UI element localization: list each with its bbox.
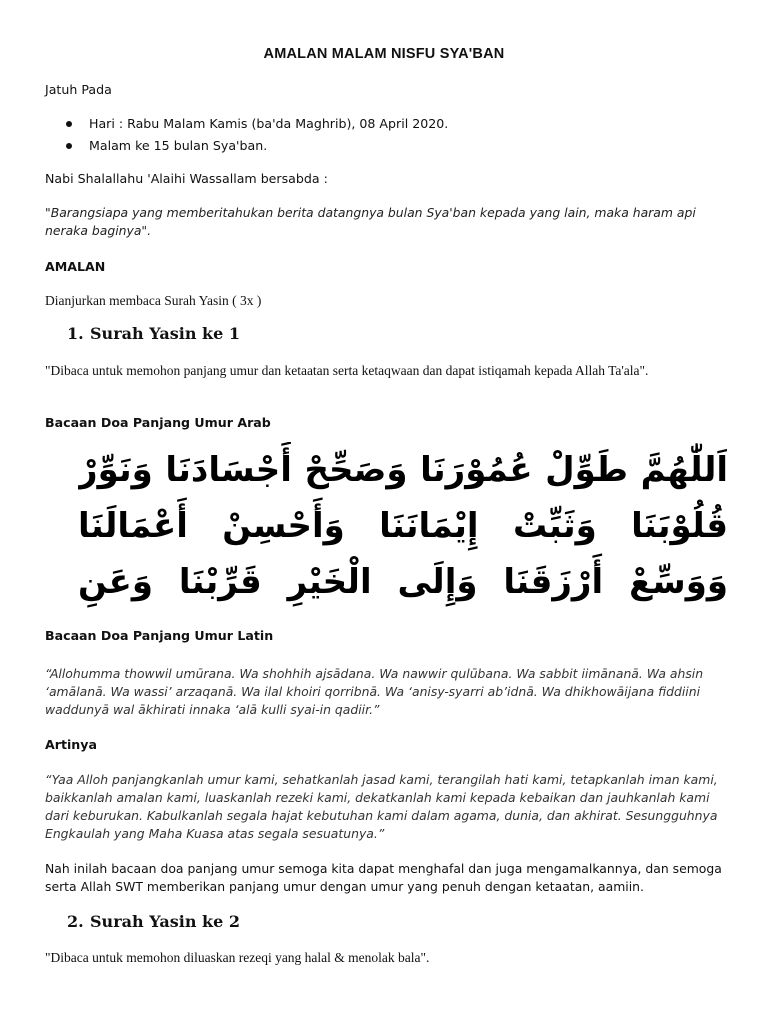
hadith-quote: "Barangsiapa yang memberitahukan berita datangnya bulan Sya'ban kepada yang lain, maka haram api neraka baginya". xyxy=(45,205,696,238)
artinya-text: “Yaa Alloh panjangkanlah umur kami, sehatkanlah jasad kami, terangilah hati kami, tetapkanlah iman kami, baikkanlah amalan kami, luaskanlah rezeki kami, dekatkanlah kami kepada kebaikan dan jauhkanlah kami dari keburukan. Kabulkanlah segala hajat kebutuhan kami dalam agama, dunia, dan akhirat. Sesungguhnya Engkaulah yang Maha Kuasa atas segala sesuatunya.” xyxy=(45,772,718,841)
section-2-heading xyxy=(67,912,240,931)
section-2-title: Surah Yasin ke 2 xyxy=(90,912,240,931)
latin-heading: Bacaan Doa Panjang Umur Latin xyxy=(45,628,274,643)
latin-prayer-text: “Allohumma thowwil umūrana. Wa shohhih ajsādana. Wa nawwir qulūbana. Wa sabbit iimānanā. Wa ahsin ‘amālanā. Wa wassi’ arzaqanā. Wa ilal khoiri qorribnā. Wa ‘anisy-syarri ab’idnā. Wa dhikhowāijana fiddiini waddunyā wal ākhirati innaka ‘alā kulli syai-in qadiir.” xyxy=(45,666,704,717)
artinya-heading: Artinya xyxy=(45,737,97,752)
date-bullet-list xyxy=(45,113,725,157)
section-1-heading xyxy=(67,324,240,343)
jatuh-pada-label: Jatuh Pada xyxy=(45,82,112,97)
section-1-number: 1. xyxy=(67,324,84,343)
arab-heading: Bacaan Doa Panjang Umur Arab xyxy=(45,415,271,430)
document-title: AMALAN MALAM NISFU SYA'BAN xyxy=(263,46,505,62)
nabi-line: Nabi Shalallahu 'Alaihi Wassallam bersabda : xyxy=(45,171,328,186)
section-2-purpose: "Dibaca untuk memohon diluaskan rezeqi yang halal & menolak bala". xyxy=(45,950,430,965)
section-1-purpose: "Dibaca untuk memohon panjang umur dan ketaatan serta ketaqwaan dan dapat istiqamah kepada Allah Ta'ala". xyxy=(45,363,649,378)
section-1-title: Surah Yasin ke 1 xyxy=(90,324,240,343)
dianjurkan-line: Dianjurkan membaca Surah Yasin ( 3x ) xyxy=(45,293,262,308)
closing-paragraph: Nah inilah bacaan doa panjang umur semoga kita dapat menghafal dan juga mengamalkannya, dan semoga serta Allah SWT memberikan panjang umur dengan umur yang penuh dengan ketaatan, aamiin. xyxy=(45,861,722,894)
bullet-item-day: Hari : Rabu Malam Kamis (ba'da Maghrib), 08 April 2020. xyxy=(45,113,725,135)
arabic-prayer-text: اَللّٰهُمَّ طَوِّلْ عُمُوْرَنَا وَصَحِّحْ أَجْسَادَنَا وَنَوِّرْ قُلُوْبَنَا وَثَبِّتْ إِيْمَانَنَا وَأَحْسِنْ أَعْمَالَنَا وَوَسِّعْ أَرْزَقَنَا وَإِلَى الْخَيْرِ قَرِّبْنَا وَعَنِ xyxy=(78,450,728,602)
section-2-number: 2. xyxy=(67,912,84,931)
bullet-item-night: Malam ke 15 bulan Sya'ban. xyxy=(45,135,725,157)
amalan-heading: AMALAN xyxy=(45,259,106,274)
